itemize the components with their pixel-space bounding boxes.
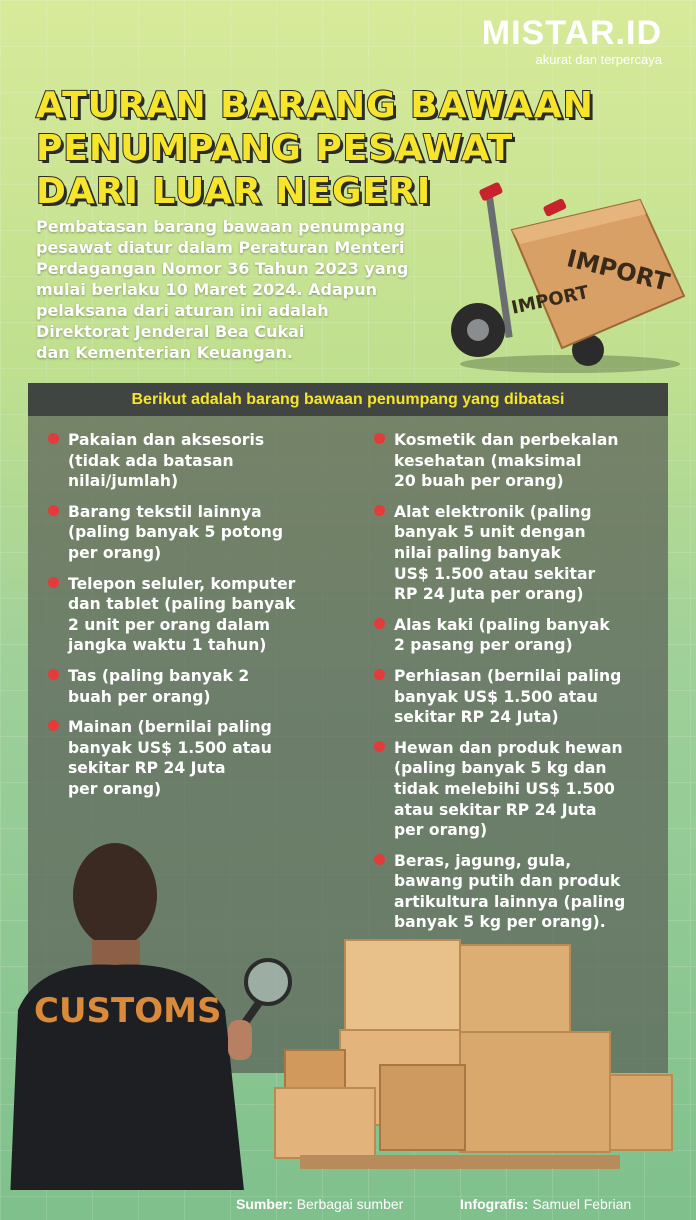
item-text: Beras, jagung, gula, bawang putih dan produk artikultura lainnya (paling banyak 5 kg per orang).: [394, 851, 626, 932]
footer: [0, 1190, 696, 1220]
brand-tagline: akurat dan terpercaya: [535, 52, 662, 67]
source-value: Berbagai sumber: [296, 1196, 404, 1212]
customs-jacket-label: CUSTOMS: [34, 991, 222, 1031]
bullet-icon: [48, 720, 59, 731]
bullet-icon: [374, 741, 385, 752]
panel-heading: Berikut adalah barang bawaan penumpang yang dibatasi: [28, 383, 668, 416]
item-text: Mainan (bernilai paling banyak US$ 1.500 atau sekitar RP 24 Juta per orang): [68, 718, 272, 798]
intro-paragraph: Pembatasan barang bawaan penumpang pesawat diatur dalam Peraturan Menteri Perdagangan Nomor 36 Tahun 2023 yang mulai berlaku 10 Maret 2024. Adapun pelaksana dari aturan ini adalah Direktorat Jenderal Bea Cukai dan Kementerian Keuangan.: [36, 217, 409, 362]
list-item: [40, 430, 340, 492]
brand-name: MISTAR.ID: [481, 14, 662, 52]
box-import-label-side: IMPORT: [509, 281, 591, 319]
customs-officer-illustration: [0, 760, 696, 1190]
title-line-3: DARI LUAR NEGERI: [36, 171, 432, 212]
title-line-2: PENUMPANG PESAWAT: [36, 128, 514, 169]
list-item: [366, 502, 662, 605]
bullet-icon: [374, 618, 385, 629]
left-column: [40, 430, 340, 810]
list-item: [40, 502, 340, 564]
item-text: Telepon seluler, komputer dan tablet (paling banyak 2 unit per orang dalam jangka waktu 1 tahun): [68, 574, 296, 655]
list-item: [366, 615, 662, 656]
hand-truck-illustration: [440, 178, 685, 378]
bullet-icon: [374, 505, 385, 516]
item-text: Hewan dan produk hewan (paling banyak 5 kg dan tidak melebihi US$ 1.500 atau sekitar RP 24 Juta per orang): [394, 738, 623, 840]
bullet-icon: [48, 505, 59, 516]
item-text: Barang tekstil lainnya (paling banyak 5 potong per orang): [68, 502, 284, 562]
list-item: [366, 666, 662, 728]
box-import-label: IMPORT: [564, 244, 673, 297]
bullet-icon: [48, 669, 59, 680]
bullet-icon: [48, 433, 59, 444]
item-text: Perhiasan (bernilai paling banyak US$ 1.500 atau sekitar RP 24 Juta): [394, 666, 622, 727]
item-text: Tas (paling banyak 2 buah per orang): [68, 666, 250, 706]
title-line-1: ATURAN BARANG BAWAAN: [36, 85, 594, 126]
bullet-icon: [48, 577, 59, 588]
source-label: Sumber:: [236, 1196, 293, 1212]
credit-value: Samuel Febrian: [532, 1196, 632, 1212]
bullet-icon: [374, 433, 385, 444]
item-text: Kosmetik dan perbekalan kesehatan (maksimal 20 buah per orang): [394, 431, 619, 491]
list-item: [40, 574, 340, 656]
item-text: Alat elektronik (paling banyak 5 unit dengan nilai paling banyak US$ 1.500 atau sekitar RP 24 Juta per orang): [394, 502, 596, 604]
item-text: Pakaian dan aksesoris (tidak ada batasan nilai/jumlah): [68, 431, 265, 491]
source-credit: [236, 1196, 403, 1212]
list-item: [366, 430, 662, 492]
item-text: Alas kaki (paling banyak 2 pasang per orang): [394, 615, 610, 655]
brand-logo: [482, 16, 662, 67]
list-item: [40, 666, 340, 707]
bullet-icon: [374, 669, 385, 680]
infographic-credit: [460, 1196, 631, 1212]
credit-label: Infografis:: [460, 1196, 529, 1212]
